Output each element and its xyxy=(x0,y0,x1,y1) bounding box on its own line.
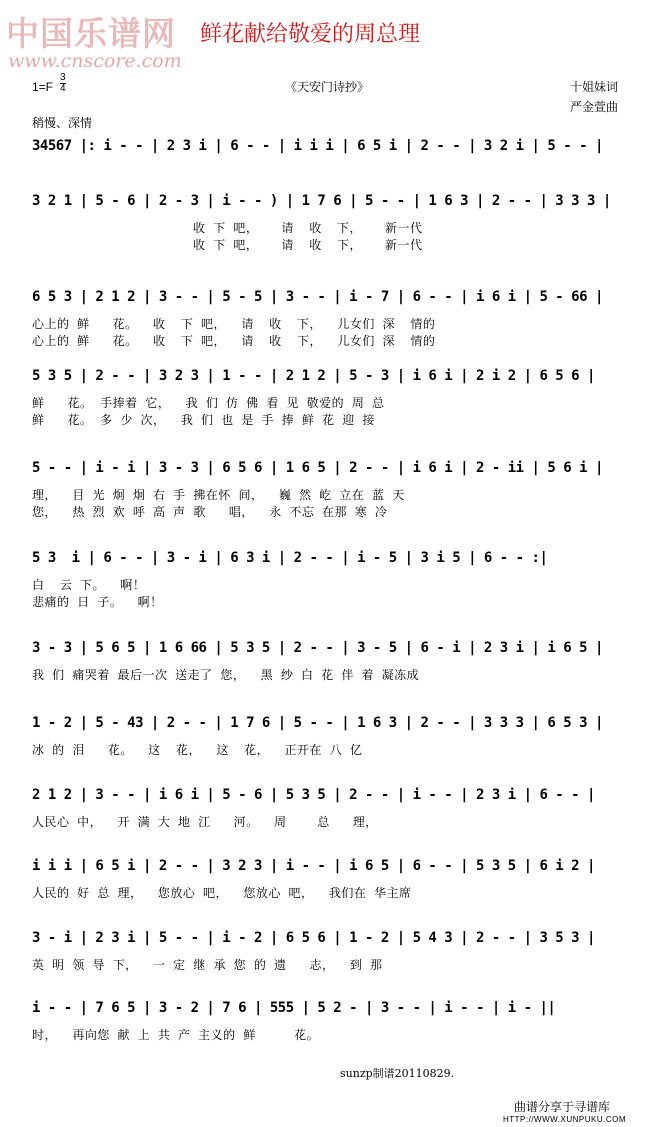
notation-line: 3 - i | 2 3 i | 5 - - | i - 2 | 6 5 6 | 1 - 2 | 5 4 3 | 2 - - | 3 5 3 | xyxy=(32,930,595,946)
share-url: HTTP://WWW.XUNPUKU.COM xyxy=(503,1115,626,1124)
lyric-line: 您， 热 烈 欢 呼 高 声 歌 唱， 永 不忘 在那 寒 冷 xyxy=(32,505,388,519)
lyric-line: 人民心 中， 开 满 大 地 江 河。 周 总 理， xyxy=(32,815,378,829)
notation-line: 34567 |: i - - | 2 3 i | 6 - - | i i i | 6 5 i | 2 - - | 3 2 i | 5 - - | xyxy=(32,138,603,154)
transcriber-credit: sunzp制谱20110829. xyxy=(340,1067,455,1080)
watermark-url: www.cnscore.com xyxy=(8,50,182,72)
lyric-line: 时， 再向您 献 上 共 产 主义的 鲜 花。 xyxy=(32,1028,320,1042)
notation-line: 5 - - | i - i | 3 - 3 | 6 5 6 | 1 6 5 | 2 - - | i 6 i | 2 - ii | 5 6 i | xyxy=(32,460,603,476)
notation-line: 2 1 2 | 3 - - | i 6 i | 5 - 6 | 5 3 5 | 2 - - | i - - | 2 3 i | 6 - - | xyxy=(32,787,595,803)
composer: 严金萱曲 xyxy=(570,100,619,114)
lyric-line: 心上的 鲜 花。 收 下 吧， 请 收 下， 儿女们 深 情的 xyxy=(32,317,436,331)
notation-line: 3 - 3 | 5 6 5 | 1 6 66 | 5 3 5 | 2 - - | 3 - 5 | 6 - i | 2 3 i | i 6 5 | xyxy=(32,640,603,656)
source-note: 《天安门诗抄》 xyxy=(285,80,370,94)
lyricist: 十姐妹词 xyxy=(570,80,619,94)
lyric-line: 人民的 好 总 理， 您放心 吧， 您放心 吧， 我们在 华主席 xyxy=(32,886,412,900)
lyric-line: 理， 目 光 炯 炯 右 手 拂在怀 间， 巍 然 屹 立在 蓝 天 xyxy=(32,488,405,502)
notation-line: i - - | 7 6 5 | 3 - 2 | 7 6 | 555 | 5 2 - | 3 - - | i - - | i - || xyxy=(32,1000,556,1016)
notation-line: 5 3 5 | 2 - - | 3 2 3 | 1 - - | 2 1 2 | 5 - 3 | i 6 i | 2 i 2 | 6 5 6 | xyxy=(32,368,595,384)
lyric-line: 鲜 花。 多 少 次， 我 们 也 是 手 捧 鲜 花 迎 接 xyxy=(32,413,375,427)
time-signature-bottom: 4 xyxy=(60,83,66,94)
lyric-line: 收 下 吧， 请 收 下， 新一代 xyxy=(32,221,423,235)
lyric-line: 我 们 痛哭着 最后一次 送走了 您， 黑 纱 白 花 伴 着 凝冻成 xyxy=(32,668,420,682)
page-title: 鲜花献给敬爱的周总理 xyxy=(200,22,421,47)
share-note: 曲谱分享于寻谱库 xyxy=(514,1100,611,1114)
time-signature xyxy=(60,73,66,94)
notation-line: 5 3 i | 6 - - | 3 - i | 6 3 i | 2 - - | i - 5 | 3 i 5 | 6 - - :| xyxy=(32,550,548,566)
time-signature-top: 3 xyxy=(60,72,66,83)
lyric-line: 心上的 鲜 花。 收 下 吧， 请 收 下， 儿女们 深 情的 xyxy=(32,334,436,348)
lyric-line: 鲜 花。 手捧着 它， 我 们 仿 佛 看 见 敬爱的 周 总 xyxy=(32,396,385,410)
notation-line: 3 2 1 | 5 - 6 | 2 - 3 | i - - ) | 1 7 6 | 5 - - | 1 6 3 | 2 - - | 3 3 3 | xyxy=(32,193,611,209)
lyric-line: 英 明 领 导 下， 一 定 继 承 您 的 遗 志， 到 那 xyxy=(32,958,383,972)
notation-line: 6 5 3 | 2 1 2 | 3 - - | 5 - 5 | 3 - - | i - 7 | 6 - - | i 6 i | 5 - 66 | xyxy=(32,289,603,305)
tempo-marking: 稍慢、深情 xyxy=(32,116,93,130)
lyric-line: 悲痛的 日 子。 啊！ xyxy=(32,595,163,609)
watermark-logo: 中国乐谱网 xyxy=(6,14,176,53)
key-signature: 1=F xyxy=(32,80,54,94)
notation-line: 1 - 2 | 5 - 43 | 2 - - | 1 7 6 | 5 - - | 1 6 3 | 2 - - | 3 3 3 | 6 5 3 | xyxy=(32,715,603,731)
lyric-line: 白 云 下。 啊！ xyxy=(32,578,146,592)
lyric-line: 冰 的 泪 花。 这 花， 这 花， 正开在 八 亿 xyxy=(32,743,363,757)
notation-line: i i i | 6 5 i | 2 - - | 3 2 3 | i - - | i 6 5 | 6 - - | 5 3 5 | 6 i 2 | xyxy=(32,858,595,874)
lyric-line: 收 下 吧， 请 收 下， 新一代 xyxy=(32,238,423,252)
